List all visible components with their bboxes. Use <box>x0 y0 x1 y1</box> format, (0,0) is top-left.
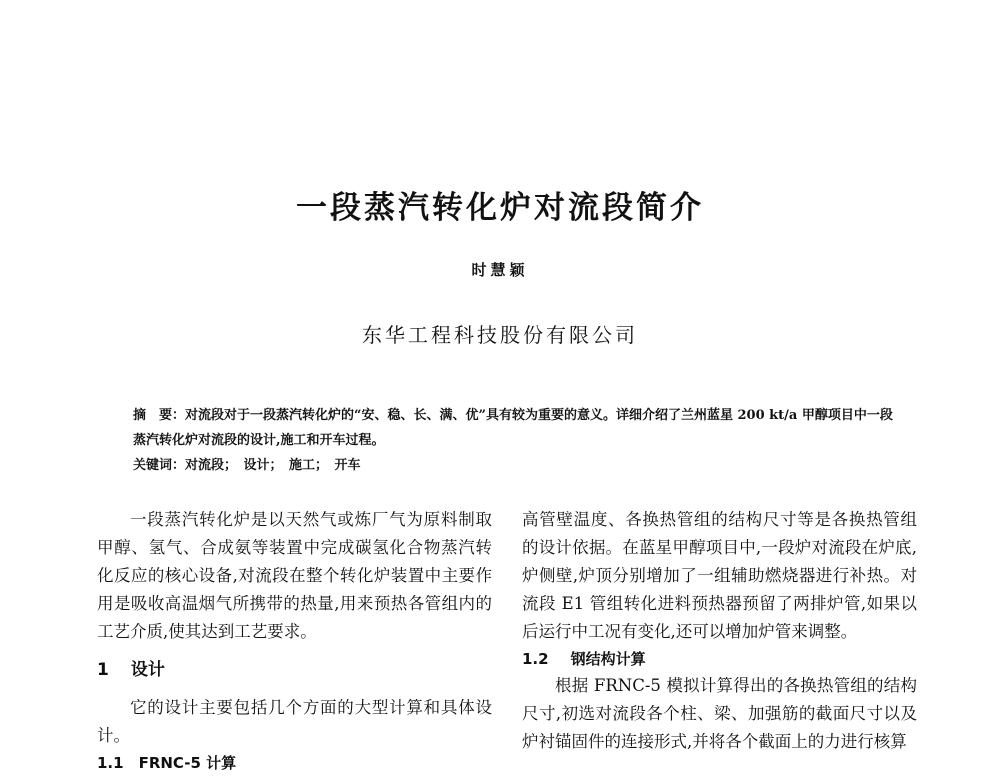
section-1-2-paragraph: 根据 FRNC-5 模拟计算得出的各换热管组的结构尺寸,初选对流段各个柱、梁、加强筋的截面尺寸以及炉衬锚固件的连接形式,并将各个截面上的力进行核算 <box>522 676 917 751</box>
section-1-2-title: 钢结构计算 <box>570 650 646 668</box>
section-1-paragraph: 它的设计主要包括几个方面的大型计算和具体设计。 <box>97 698 492 745</box>
left-column <box>97 506 492 776</box>
section-1-2-heading <box>522 646 917 672</box>
section-1-1-heading: 1.1 FRNC-5 计算 <box>97 754 237 772</box>
keywords-line <box>133 453 893 478</box>
right-paragraph-1: 高管壁温度、各换热管组的结构尺寸等是各换热管组的设计依据。在蓝星甲醇项目中,一段炉对流段在炉底,炉侧壁,炉顶分别增加了一组辅助燃烧器进行补热。对流段 E1 管组转化进料预热器预留了两排炉管,如果以后运行中工况有变化,还可以增加炉管来调整。 <box>522 510 917 641</box>
abstract-paragraph <box>133 403 893 453</box>
section-1-2-number: 1.2 <box>522 650 549 668</box>
section-1-title: 设计 <box>130 660 165 680</box>
abstract-label: 摘 要： <box>133 408 186 423</box>
affiliation: 东华工程科技股份有限公司 <box>362 323 638 347</box>
right-column <box>522 506 917 756</box>
keywords-label: 关键词： <box>133 458 186 473</box>
abstract-text: 对流段对于一段蒸汽转化炉的“安、稳、长、满、优”具有较为重要的意义。详细介绍了兰州蓝星 200 kt/a 甲醇项目中一段蒸汽转化炉对流段的设计,施工和开车过程。 <box>133 408 893 448</box>
keywords-text: 对流段； 设计； 施工； 开车 <box>185 458 361 473</box>
section-1-number: 1 <box>97 660 109 680</box>
section-1-heading <box>97 656 492 684</box>
paper-title: 一段蒸汽转化炉对流段简介 <box>296 190 704 226</box>
abstract-block <box>133 403 893 478</box>
intro-paragraph: 一段蒸汽转化炉是以天然气或炼厂气为原料制取甲醇、氢气、合成氨等装置中完成碳氢化合物蒸汽转化反应的核心设备,对流段在整个转化炉装置中主要作用是吸收高温烟气所携带的热量,用来预热各管组内的工艺介质,使其达到工艺要求。 <box>97 510 492 641</box>
author-name: 时慧颖 <box>471 261 529 279</box>
